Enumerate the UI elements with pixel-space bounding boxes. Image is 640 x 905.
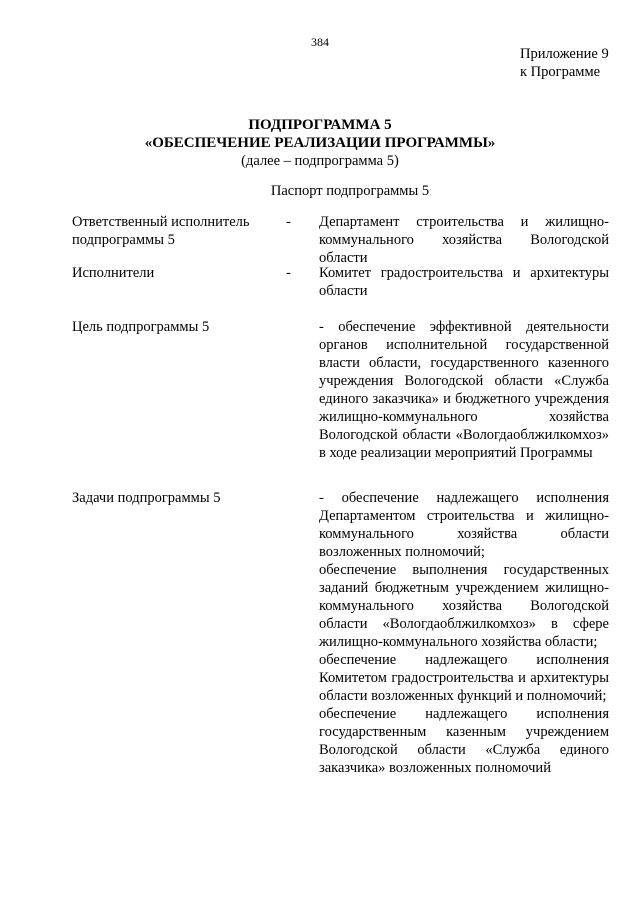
row-value-paragraph: обеспечение выполнения государственных заданий бюджетным учреждением жилищно-коммунального хозяйства Вологодской области «Вологдаоблжилкомхоз» в сфере жилищно-коммунального хозяйства области; bbox=[319, 562, 609, 650]
row-value bbox=[319, 213, 609, 267]
row-value-paragraph: Департамент строительства и жилищно-коммунального хозяйства Вологодской области bbox=[319, 214, 609, 266]
row-dash: - bbox=[286, 265, 291, 281]
appendix-note bbox=[520, 45, 609, 81]
row-value bbox=[319, 489, 609, 777]
subprogram-title bbox=[0, 116, 640, 170]
row-label: Цель подпрограммы 5 bbox=[72, 319, 210, 335]
row-value-paragraph: обеспечение надлежащего исполнения Комитетом градостроительства и архитектуры области возложенных функций и полномочий; bbox=[319, 652, 609, 704]
row-value bbox=[319, 264, 609, 300]
appendix-line-2: к Программе bbox=[520, 64, 601, 80]
row-label: Ответственный исполнитель подпрограммы 5 bbox=[72, 214, 250, 248]
row-value-paragraph: Комитет градостроительства и архитектуры области bbox=[319, 265, 609, 299]
title-line-2: «ОБЕСПЕЧЕНИЕ РЕАЛИЗАЦИИ ПРОГРАММЫ» bbox=[144, 135, 496, 151]
page-number: 384 bbox=[311, 35, 329, 49]
appendix-line-1: Приложение 9 bbox=[520, 46, 609, 62]
row-label: Исполнители bbox=[72, 265, 155, 281]
title-line-1: ПОДПРОГРАММА 5 bbox=[248, 117, 392, 133]
row-value bbox=[319, 318, 609, 462]
row-value-paragraph: обеспечение надлежащего исполнения государственным казенным учреждением Вологодской области «Служба единого заказчика» возложенных полномочий bbox=[319, 706, 609, 776]
row-label: Задачи подпрограммы 5 bbox=[72, 490, 221, 506]
row-dash: - bbox=[286, 214, 291, 230]
row-value-paragraph: - обеспечение эффективной деятельности органов исполнительной государственной власти области, государственного казенного учреждения Вологодской области «Служба единого заказчика» и бюджетного учреждения жилищно-коммунального хозяйства Вологодской области «Вологдаоблжилкомхоз» в ходе реализации мероприятий Программы bbox=[319, 319, 609, 461]
row-value-paragraph: - обеспечение надлежащего исполнения Департаментом строительства и жилищно-коммунального хозяйства области возложенных полномочий; bbox=[319, 490, 609, 560]
title-line-3: (далее – подпрограмма 5) bbox=[241, 153, 399, 169]
passport-title: Паспорт подпрограммы 5 bbox=[270, 183, 430, 199]
